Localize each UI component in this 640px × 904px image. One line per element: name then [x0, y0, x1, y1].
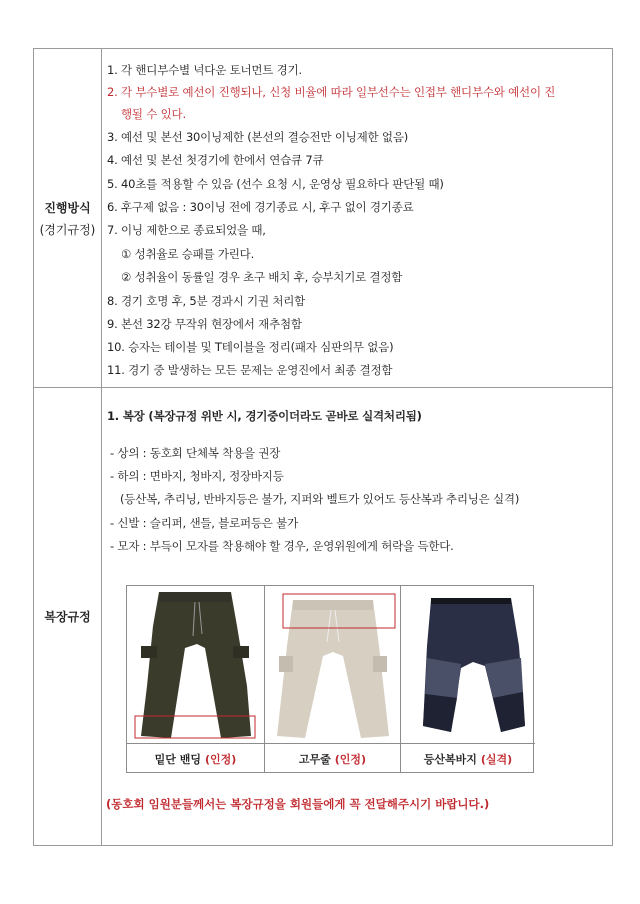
dress-item-top: - 상의 : 동호회 단체복 착용을 권장 [110, 446, 281, 460]
rule-item: 9. 본선 32강 무작위 현장에서 재추첨함 [107, 317, 302, 331]
image-caption [127, 743, 264, 773]
rule-item: 4. 예선 및 본선 첫경기에 한에서 연습큐 7큐 [107, 153, 324, 167]
caption-name: 고무줄 [298, 752, 331, 766]
elastic-waist-pants-image [265, 586, 400, 743]
content-cell-dress-code [102, 388, 612, 845]
label-cell-match-rules [34, 49, 102, 387]
section-label: 진행방식 [44, 200, 91, 215]
hiking-pants-image [401, 586, 535, 743]
dress-item-shoes: - 신발 : 슬리퍼, 샌들, 블로퍼등은 불가 [110, 516, 298, 530]
rule-item-highlight-cont: 행될 수 있다. [121, 107, 186, 121]
content-cell-match-rules [102, 49, 612, 387]
dress-code-heading: 1. 복장 (복장규정 위반 시, 경기중이더라도 곧바로 실격처리됨) [107, 409, 422, 423]
rule-item: 10. 승자는 테이블 및 T테이블을 정리(패자 심판의무 없음) [107, 340, 394, 354]
image-caption [265, 743, 400, 773]
officer-notice: (동호회 임원분들께서는 복장규정을 회원들에게 꼭 전달해주시기 바랍니다.) [106, 797, 490, 811]
rule-item-highlight: 2. 각 부수별로 예선이 진행되나, 신청 비율에 따라 일부선수는 인접부 핸디부수와 예선이 진 [107, 85, 556, 99]
pants-example-table [126, 585, 534, 773]
caption-status-tag: (실격) [480, 752, 513, 766]
rule-item: 7. 이닝 제한으로 종료되었을 때, [107, 223, 266, 237]
dress-item-bottom: - 하의 : 면바지, 청바지, 정장바지등 [110, 469, 284, 483]
image-caption [401, 743, 535, 773]
rule-item: 3. 예선 및 본선 30이닝제한 (본선의 결승전만 이닝제한 없음) [107, 130, 409, 144]
row-match-rules [34, 49, 612, 388]
rule-subitem: ② 성취율이 동률일 경우 초구 배치 후, 승부치기로 결정함 [121, 270, 403, 284]
caption-status-tag: (인정) [205, 752, 237, 766]
rule-item: 5. 40초를 적용할 수 있음 (선수 요청 시, 운영상 필요하다 판단될 때) [107, 177, 444, 191]
section-label: 복장규정 [44, 610, 91, 624]
label-cell-dress-code [34, 388, 102, 845]
pants-example-banding [127, 586, 264, 772]
section-sublabel: (경기규정) [39, 222, 96, 237]
dress-item-bottom-note: (등산복, 추리닝, 반바지등은 불가, 지퍼와 벨트가 있어도 등산복과 추리닝은 실격) [120, 492, 520, 506]
pants-example-elastic [264, 586, 400, 772]
rule-item: 6. 후구제 없음 : 30이닝 전에 경기종료 시, 후구 없이 경기종료 [107, 200, 414, 214]
dress-item-hat: - 모자 : 부득이 모자를 착용해야 할 경우, 운영위원에게 허락을 득한다. [110, 539, 454, 553]
rules-table [33, 48, 613, 846]
rule-item: 1. 각 핸디부수별 넉다운 토너먼트 경기. [107, 63, 302, 77]
rule-item: 8. 경기 호명 후, 5분 경과시 기권 처리함 [107, 294, 306, 308]
caption-name: 밑단 밴딩 [154, 752, 202, 766]
caption-name: 등산복바지 [423, 752, 477, 766]
pants-example-hiking [400, 586, 535, 772]
row-dress-code [34, 388, 612, 845]
banded-hem-pants-image [127, 586, 264, 743]
caption-status-tag: (인정) [334, 752, 367, 766]
rule-item: 11. 경기 중 발생하는 모든 문제는 운영진에서 최종 결정함 [107, 363, 393, 377]
rule-subitem: ① 성취율로 승패를 가린다. [121, 247, 255, 261]
